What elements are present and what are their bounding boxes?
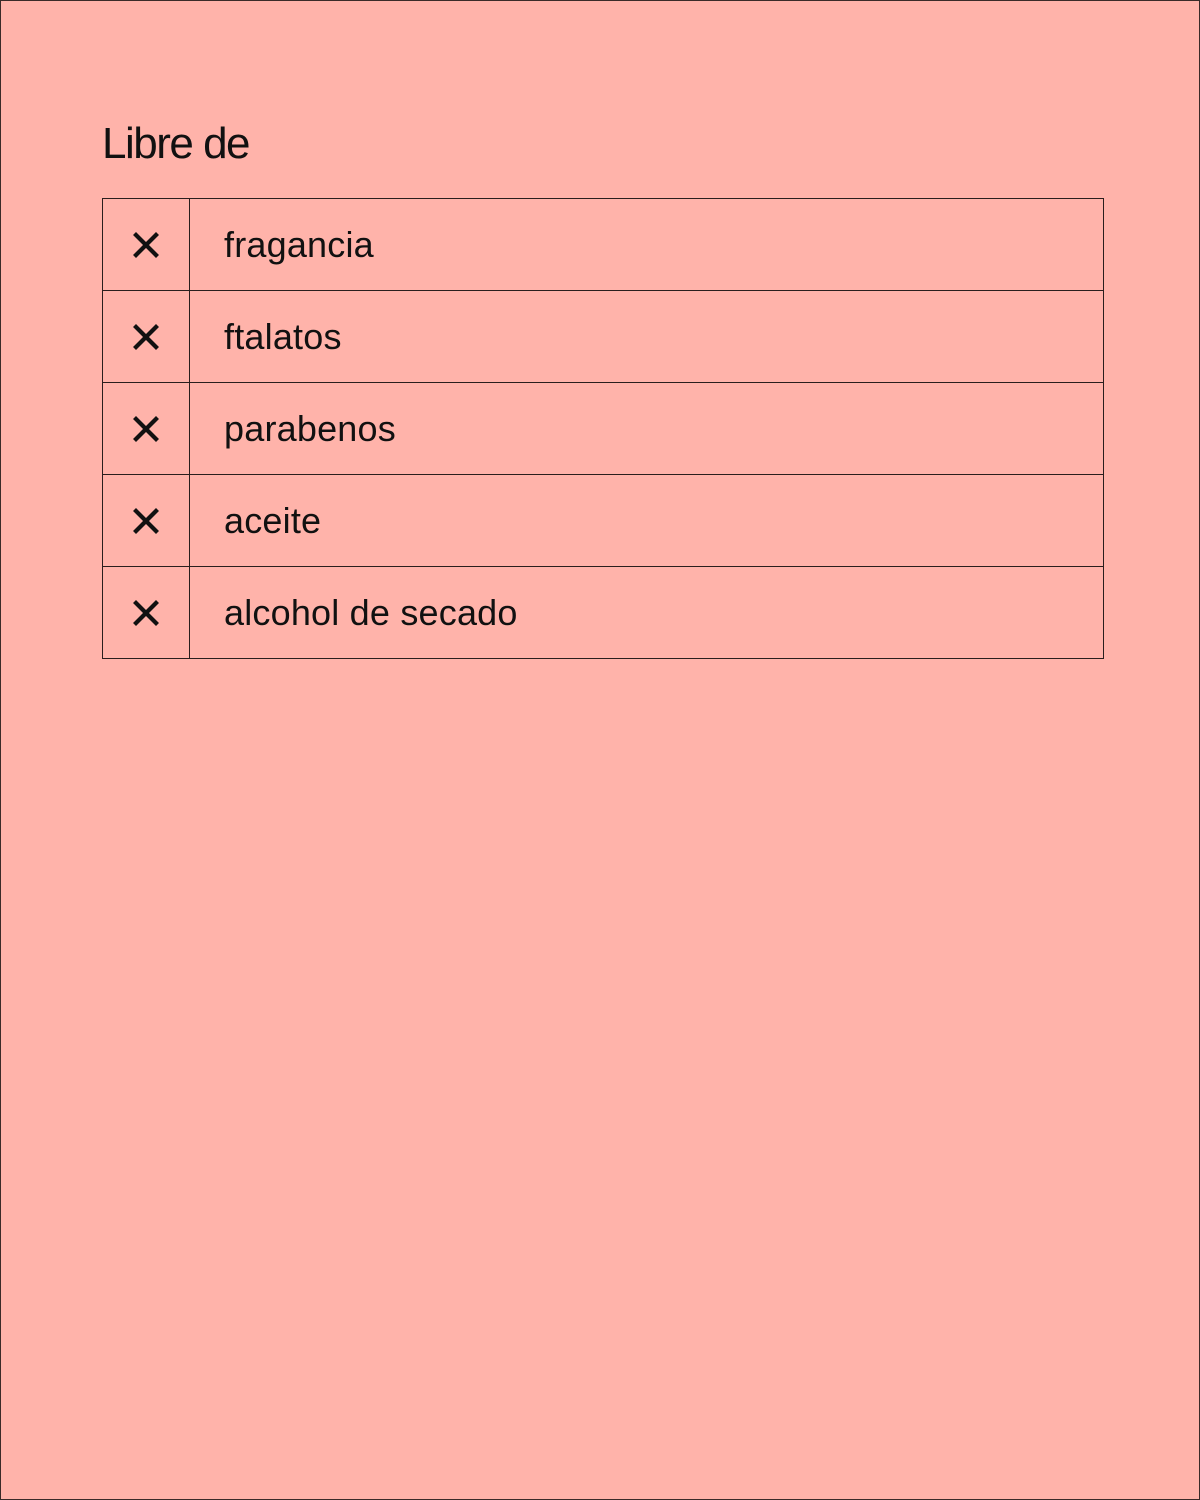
item-label: parabenos bbox=[190, 383, 1104, 475]
item-label: alcohol de secado bbox=[190, 567, 1104, 659]
cross-icon bbox=[133, 416, 159, 442]
cross-icon bbox=[133, 324, 159, 350]
cross-icon bbox=[133, 508, 159, 534]
list-item bbox=[103, 475, 1104, 567]
list-item bbox=[103, 291, 1104, 383]
mark-cell bbox=[103, 291, 190, 383]
free-from-list bbox=[102, 198, 1104, 659]
mark-cell bbox=[103, 383, 190, 475]
item-label: fragancia bbox=[190, 199, 1104, 291]
mark-cell bbox=[103, 475, 190, 567]
item-label: ftalatos bbox=[190, 291, 1104, 383]
cross-icon bbox=[133, 232, 159, 258]
list-item bbox=[103, 567, 1104, 659]
page-title: Libre de bbox=[102, 119, 250, 168]
mark-cell bbox=[103, 567, 190, 659]
cross-icon bbox=[133, 600, 159, 626]
list-item bbox=[103, 383, 1104, 475]
list-item bbox=[103, 199, 1104, 291]
mark-cell bbox=[103, 199, 190, 291]
item-label: aceite bbox=[190, 475, 1104, 567]
